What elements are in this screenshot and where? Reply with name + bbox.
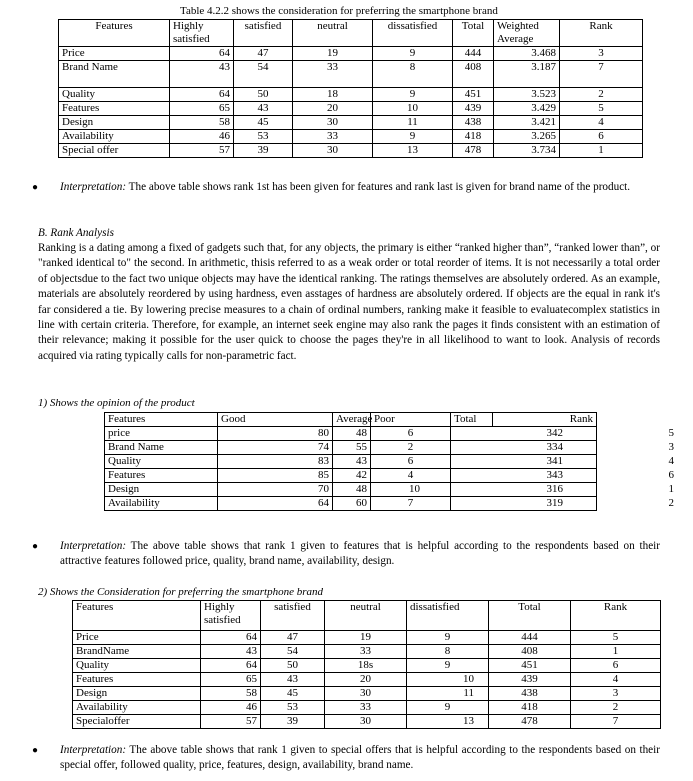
table-cell: Brand Name (59, 61, 170, 88)
table-cell: 6 (571, 659, 661, 673)
table-row (59, 116, 643, 130)
table-cell: Features (59, 102, 170, 116)
rank-analysis-paragraph: Ranking is a dating among a fixed of gadgets such that, for any objects, the primary is either “ranked higher than”, “ranked lower than”, or "ranked identical to" the second. In arithmetic, thisis referred to as a weak order or total reorder of items. It is not necessarily a total order of objectsdue to the fact two unique objects may have the identical ranking. The ratings themselves are absolutely ordered. As an example, materials are absolutely reordered by using hardness, even asstages of hardness are absolutely ordered. If objects are the equal in rank it's far considered a tie. By lowering precise measures to a chain of ordinal numbers, ranking make it feasible to evaluatecomplex statistics in line with certain criteria. Therefore, for example, an internet seek engine may also rank the pages it finds consistent with an estimation of their relevance; making it possible for the user quick to choose the pages they're in all likelihood to want to look. Analysis of records acquired via rating typically calls for non-parametric fact. (38, 242, 660, 362)
table-cell: 30 (325, 715, 407, 729)
table-row (105, 441, 597, 455)
table-cell: 478 (453, 144, 494, 158)
table-cell: 60 (333, 497, 371, 511)
table-cell: Quality (105, 455, 218, 469)
table-cell: 3.468 (494, 47, 560, 61)
table-cell: 10 (407, 673, 489, 687)
table-cell: 6 (560, 130, 643, 144)
table-cell: 3.187 (494, 61, 560, 88)
table1-interpretation (32, 180, 660, 195)
table-cell: 10 (373, 102, 453, 116)
table-cell: 9 (407, 631, 489, 645)
table-cell: Design (59, 116, 170, 130)
table-row (73, 645, 661, 659)
interpretation-text: The above table shows that rank 1 given to features that is helpful according to the respondents based on their attractive features followed price, quality, brand name, availability, design. (60, 540, 660, 567)
interpretation-label: Interpretation: (60, 744, 127, 756)
table-row (59, 88, 643, 102)
table-cell: 319 2 (451, 497, 597, 511)
table-cell: 46 (170, 130, 234, 144)
table3-header-row (73, 601, 661, 631)
table-row (73, 687, 661, 701)
table-cell: 65 (170, 102, 234, 116)
table-cell: 343 6 (451, 469, 597, 483)
table-cell: 43 (333, 455, 371, 469)
table-row (59, 130, 643, 144)
table3-header-features: Features (73, 601, 201, 631)
table-cell: Design (105, 483, 218, 497)
table-cell: 30 (325, 687, 407, 701)
table1-header-features: Features (59, 20, 170, 47)
table3-interpretation (32, 743, 660, 773)
table-cell: Brand Name (105, 441, 218, 455)
table-cell: 50 (234, 88, 293, 102)
table-cell: 54 (234, 61, 293, 88)
table-cell: Special offer (59, 144, 170, 158)
table-cell: 64 (201, 659, 261, 673)
table2 (104, 412, 674, 511)
table-cell: 334 3 (451, 441, 597, 455)
table-cell: 439 (453, 102, 494, 116)
table-cell: 53 (234, 130, 293, 144)
table-cell: 58 (201, 687, 261, 701)
table-cell: 13 (407, 715, 489, 729)
table-cell: Features (105, 469, 218, 483)
table3-header-total: Total (489, 601, 571, 631)
table-cell: 5 (571, 631, 661, 645)
table1-header-highly-satisfied: Highly satisfied (170, 20, 234, 47)
table3-header-rank: Rank (571, 601, 661, 631)
table-cell: 43 (201, 645, 261, 659)
table-cell: Specialoffer (73, 715, 201, 729)
table-cell: 6 (371, 455, 451, 469)
table-row (105, 469, 597, 483)
table-cell: 48 (333, 427, 371, 441)
table-cell: 9 (407, 659, 489, 673)
table-cell: 418 (489, 701, 571, 715)
table-cell: 10 316 1 (409, 483, 674, 495)
table-cell: 70 (218, 483, 333, 497)
table-cell: 46 (201, 701, 261, 715)
table-cell: 30 (293, 116, 373, 130)
table-cell: 9 (373, 47, 453, 61)
table-cell: 4 (560, 116, 643, 130)
table1-caption: Table 4.2.2 shows the consideration for preferring the smartphone brand (180, 5, 498, 17)
table-cell: price (105, 427, 218, 441)
table-cell: 342 5 (451, 427, 597, 441)
table-cell: 47 (234, 47, 293, 61)
table2-header-average: Average (333, 413, 371, 427)
table1-header-weighted-average: Weighted Average (494, 20, 560, 47)
table-cell: 3.523 (494, 88, 560, 102)
table-cell: 3.734 (494, 144, 560, 158)
table-cell: 341 4 (451, 455, 597, 469)
section-heading: B. Rank Analysis (38, 227, 114, 239)
table-cell: 11 (407, 687, 489, 701)
table-cell: 444 (453, 47, 494, 61)
interpretation-label: Interpretation: (60, 540, 127, 552)
table-cell: 33 (325, 701, 407, 715)
table-cell: 418 (453, 130, 494, 144)
table-cell: 64 (170, 88, 234, 102)
table2-header-good: Good (218, 413, 274, 427)
table-cell: 18s (325, 659, 407, 673)
bullet-icon: ● (32, 745, 39, 756)
table1-header-dissatisfied: dissatisfied (373, 20, 453, 47)
table-cell: 45 (234, 116, 293, 130)
table3-header-highly-satisfied: Highly satisfied (201, 601, 261, 631)
table-cell: 9 (407, 701, 489, 715)
table-cell: 85 (218, 469, 333, 483)
table-row (105, 427, 597, 441)
table-cell: 2 (560, 88, 643, 102)
table-cell: 5 (560, 102, 643, 116)
table-row (59, 47, 643, 61)
table-cell: 3.265 (494, 130, 560, 144)
table-cell: 19 (293, 47, 373, 61)
table-cell: 13 (373, 144, 453, 158)
interpretation-text: The above table shows that rank 1 given to special offers that is helpful according to the respondents based on their special offer, followed quality, price, features, design, availability, brand name. (60, 744, 660, 771)
table-cell: 20 (293, 102, 373, 116)
bullet-icon: ● (32, 182, 39, 193)
table-cell: 48 (333, 483, 371, 497)
table-cell: 451 (489, 659, 571, 673)
table-cell: 43 (261, 673, 325, 687)
table-cell: 18 (293, 88, 373, 102)
table1-header-rank: Rank (560, 20, 643, 47)
table-cell: 33 (325, 645, 407, 659)
table-cell: 45 (261, 687, 325, 701)
table-cell: 20 (325, 673, 407, 687)
table-cell: 6 (371, 427, 451, 441)
table-cell: Quality (73, 659, 201, 673)
table-cell: 8 (407, 645, 489, 659)
table-cell: 3 (560, 47, 643, 61)
table-cell: BrandName (73, 645, 201, 659)
table-cell: 451 (453, 88, 494, 102)
table3 (72, 600, 661, 729)
table-cell: 478 (489, 715, 571, 729)
table-row (59, 102, 643, 116)
table-row (73, 631, 661, 645)
table-cell: 39 (234, 144, 293, 158)
table-cell: 1 (560, 144, 643, 158)
table-cell: 30 (293, 144, 373, 158)
table1 (58, 19, 643, 158)
table-cell: 3 (571, 687, 661, 701)
table-cell: 55 (333, 441, 371, 455)
table-cell: 80 (218, 427, 333, 441)
table-cell: 9 (373, 88, 453, 102)
table3-header-satisfied: satisfied (261, 601, 325, 631)
table-cell: 1 (571, 645, 661, 659)
table-cell: Price (59, 47, 170, 61)
table-cell: 438 (453, 116, 494, 130)
table1-header-neutral: neutral (293, 20, 373, 47)
table-cell: 3.421 (494, 116, 560, 130)
table2-header-row (105, 413, 597, 427)
table-cell: Price (73, 631, 201, 645)
table-cell: 2 (571, 701, 661, 715)
table-cell: 33 (293, 130, 373, 144)
table-cell: 408 (453, 61, 494, 88)
table-cell: 8 (373, 61, 453, 88)
table2-header-total: Total (451, 413, 493, 427)
table-row (105, 483, 597, 497)
table3-header-dissatisfied: dissatisfied (407, 601, 489, 631)
table-cell: Features (73, 673, 201, 687)
table-row (73, 715, 661, 729)
table3-header-neutral: neutral (325, 601, 407, 631)
table-cell: 64 (201, 631, 261, 645)
table-row (73, 659, 661, 673)
table-cell: 7 (571, 715, 661, 729)
table-cell: 33 (293, 61, 373, 88)
table-cell: 50 (261, 659, 325, 673)
table-cell: Availability (105, 497, 218, 511)
table-cell: 39 (261, 715, 325, 729)
table2-header-poor: Poor (371, 413, 451, 427)
table-cell: 19 (325, 631, 407, 645)
table-cell: 11 (373, 116, 453, 130)
table-row (105, 497, 597, 511)
table1-header-satisfied: satisfied (234, 20, 293, 47)
table-cell: 438 (489, 687, 571, 701)
interpretation-label: Interpretation: (60, 181, 127, 193)
table-cell: 43 (234, 102, 293, 116)
interpretation-text: The above table shows rank 1st has been given for features and rank last is given for brand name of the product. (126, 181, 631, 193)
table-cell: Availability (73, 701, 201, 715)
table3-title: 2) Shows the Consideration for preferring the smartphone brand (38, 586, 323, 598)
table1-header-total: Total (453, 20, 494, 47)
table-cell: 444 (489, 631, 571, 645)
table-cell: 54 (261, 645, 325, 659)
table-row (105, 455, 597, 469)
table-cell: 4 (371, 469, 451, 483)
table-cell: 65 (201, 673, 261, 687)
table-cell: 58 (170, 116, 234, 130)
table-cell: 57 (201, 715, 261, 729)
table-cell: 53 (261, 701, 325, 715)
table-cell: 47 (261, 631, 325, 645)
table-row (59, 61, 643, 88)
table-row (59, 144, 643, 158)
table-cell: 42 (333, 469, 371, 483)
table2-header-features: Features (105, 413, 218, 427)
table-cell: 64 (218, 497, 333, 511)
table-cell: Availability (59, 130, 170, 144)
bullet-icon: ● (32, 541, 39, 552)
table-cell: 43 (170, 61, 234, 88)
table-cell: 2 (371, 441, 451, 455)
table-cell: 439 (489, 673, 571, 687)
table-cell: 64 (170, 47, 234, 61)
table2-header-rank: Rank (493, 413, 597, 427)
table2-title: 1) Shows the opinion of the product (38, 397, 195, 409)
table-cell: 9 (373, 130, 453, 144)
table-cell: 3.429 (494, 102, 560, 116)
table2-interpretation (32, 539, 660, 569)
table-row (73, 701, 661, 715)
table-cell: 7 (560, 61, 643, 88)
table-row (73, 673, 661, 687)
table-cell: 83 (218, 455, 333, 469)
table1-header-row (59, 20, 643, 47)
table-cell: 7 (371, 497, 451, 511)
table-cell: Quality (59, 88, 170, 102)
table-cell: 57 (170, 144, 234, 158)
table-cell: 74 (218, 441, 333, 455)
table-cell: Design (73, 687, 201, 701)
table-cell: 4 (571, 673, 661, 687)
table-cell: 408 (489, 645, 571, 659)
